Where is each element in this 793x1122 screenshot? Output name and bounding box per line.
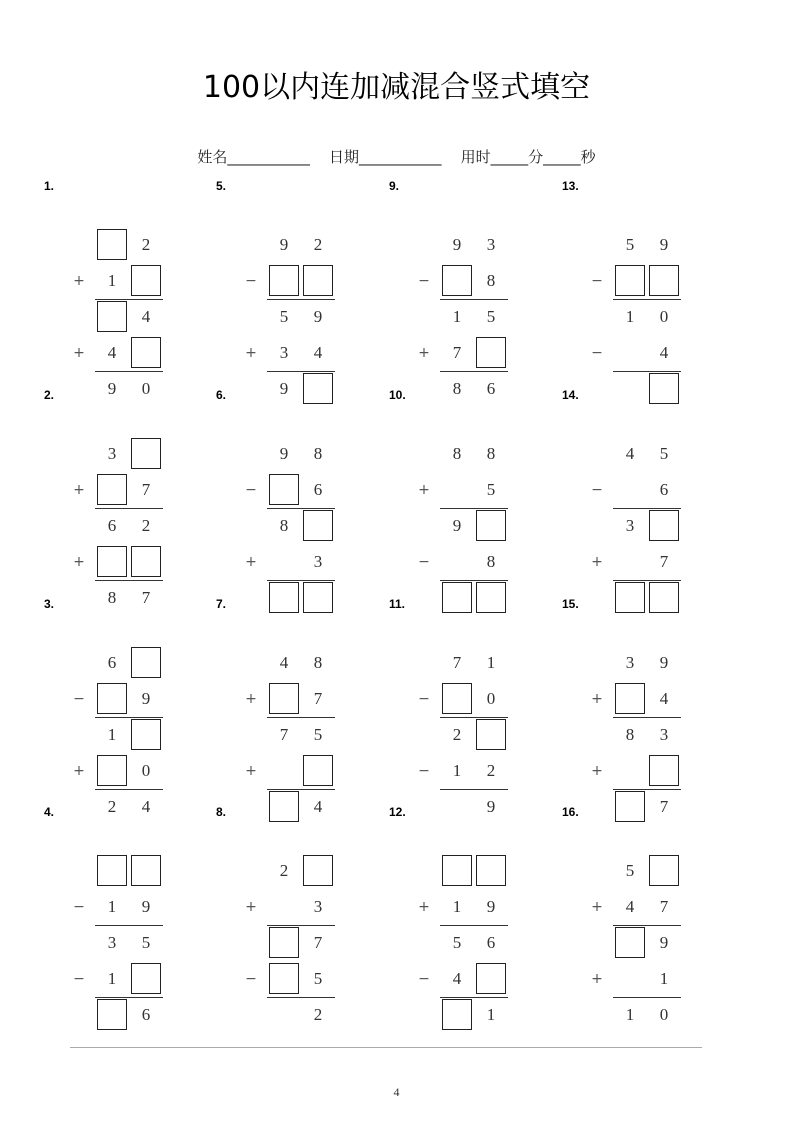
digit: 8 <box>452 444 462 463</box>
digit: 2 <box>141 516 151 535</box>
worksheet-title: 100以内连加减混合竖式填空 <box>202 70 591 105</box>
answer-box[interactable] <box>476 855 506 886</box>
sum-line <box>440 508 508 509</box>
problem-11 <box>389 597 562 816</box>
answer-box[interactable] <box>131 719 161 750</box>
problem-12 <box>389 805 562 1024</box>
problem-8 <box>216 805 389 1024</box>
digit: 3 <box>107 444 117 463</box>
sum-line <box>267 925 335 926</box>
operator-sign: + <box>591 763 603 779</box>
digit: 0 <box>659 307 669 326</box>
answer-box[interactable] <box>303 510 333 541</box>
digit: 5 <box>625 861 635 880</box>
answer-box[interactable] <box>442 855 472 886</box>
operator-sign: + <box>73 273 85 289</box>
digit: 7 <box>659 552 669 571</box>
sum-line <box>613 508 681 509</box>
operator-sign: − <box>591 345 603 361</box>
digit: 9 <box>107 379 117 398</box>
digit: 5 <box>141 933 151 952</box>
answer-box[interactable] <box>131 546 161 577</box>
problem-number: 10. <box>389 388 406 402</box>
digit: 1 <box>107 725 117 744</box>
sum-line <box>613 371 681 372</box>
operator-sign: + <box>418 345 430 361</box>
digit: 8 <box>279 516 289 535</box>
operator-sign: + <box>73 345 85 361</box>
problem-number: 2. <box>44 388 55 402</box>
answer-box[interactable] <box>131 647 161 678</box>
operator-sign: − <box>245 273 257 289</box>
answer-box[interactable] <box>442 999 472 1030</box>
operator-sign: − <box>418 763 430 779</box>
answer-box[interactable] <box>303 755 333 786</box>
operator-sign: − <box>418 273 430 289</box>
operator-sign: − <box>418 971 430 987</box>
problem-13 <box>562 179 735 390</box>
digit: 9 <box>486 797 496 816</box>
digit: 7 <box>452 653 462 672</box>
digit: 7 <box>659 797 669 816</box>
digit: 0 <box>141 761 151 780</box>
sum-line <box>613 299 681 300</box>
digit: 6 <box>486 379 496 398</box>
answer-box[interactable] <box>97 683 127 714</box>
sum-line <box>613 789 681 790</box>
problem-number: 15. <box>562 597 579 611</box>
digit: 8 <box>486 271 496 290</box>
answer-box[interactable] <box>615 683 645 714</box>
sum-line <box>95 299 163 300</box>
sum-line <box>613 717 681 718</box>
answer-box[interactable] <box>649 265 679 296</box>
problem-number: 5. <box>216 179 227 193</box>
answer-box[interactable] <box>303 855 333 886</box>
answer-box[interactable] <box>97 301 127 332</box>
sum-line <box>440 580 508 581</box>
answer-box[interactable] <box>97 546 127 577</box>
digit: 1 <box>107 897 117 916</box>
digit: 8 <box>452 379 462 398</box>
sum-line <box>613 997 681 998</box>
digit: 1 <box>107 969 117 988</box>
sum-line <box>95 580 163 581</box>
digit: 3 <box>313 552 323 571</box>
answer-box[interactable] <box>97 755 127 786</box>
digit: 1 <box>452 761 462 780</box>
sum-line <box>267 580 335 581</box>
operator-sign: + <box>591 899 603 915</box>
digit: 9 <box>141 897 151 916</box>
operator-sign: − <box>418 691 430 707</box>
problem-16 <box>562 805 735 1024</box>
problem-number: 13. <box>562 179 579 193</box>
sum-line <box>95 508 163 509</box>
digit: 3 <box>313 897 323 916</box>
digit: 2 <box>452 725 462 744</box>
sum-line <box>440 925 508 926</box>
digit: 1 <box>659 969 669 988</box>
sum-line <box>267 717 335 718</box>
digit: 1 <box>625 307 635 326</box>
operator-sign: − <box>73 691 85 707</box>
problem-6 <box>216 388 389 599</box>
digit: 7 <box>141 588 151 607</box>
sum-line <box>95 717 163 718</box>
operator-sign: − <box>245 482 257 498</box>
sum-line <box>95 371 163 372</box>
digit: 4 <box>313 797 323 816</box>
digit: 9 <box>659 235 669 254</box>
sum-line <box>267 997 335 998</box>
digit: 5 <box>313 969 323 988</box>
operator-sign: − <box>245 971 257 987</box>
sum-line <box>613 580 681 581</box>
problem-3 <box>44 597 217 816</box>
problem-10 <box>389 388 562 599</box>
digit: 6 <box>141 1005 151 1024</box>
digit: 1 <box>452 897 462 916</box>
operator-sign: + <box>591 691 603 707</box>
sum-line <box>440 997 508 998</box>
digit: 3 <box>107 933 117 952</box>
digit: 2 <box>107 797 117 816</box>
footer-divider <box>70 1047 702 1048</box>
digit: 9 <box>279 379 289 398</box>
digit: 8 <box>486 552 496 571</box>
digit: 6 <box>107 653 117 672</box>
sum-line <box>267 299 335 300</box>
sum-line <box>95 997 163 998</box>
problem-number: 3. <box>44 597 55 611</box>
answer-box[interactable] <box>269 963 299 994</box>
digit: 0 <box>659 1005 669 1024</box>
sum-line <box>440 299 508 300</box>
digit: 9 <box>279 235 289 254</box>
answer-box[interactable] <box>97 999 127 1030</box>
answer-box[interactable] <box>131 438 161 469</box>
sum-line <box>267 508 335 509</box>
answer-box[interactable] <box>131 337 161 368</box>
digit: 2 <box>313 1005 323 1024</box>
answer-box[interactable] <box>269 927 299 958</box>
digit: 1 <box>486 653 496 672</box>
problem-5 <box>216 179 389 398</box>
digit: 8 <box>486 444 496 463</box>
digit: 2 <box>486 761 496 780</box>
digit: 6 <box>313 480 323 499</box>
digit: 3 <box>625 653 635 672</box>
operator-sign: − <box>73 899 85 915</box>
answer-box[interactable] <box>97 855 127 886</box>
problem-4 <box>44 805 217 1024</box>
digit: 1 <box>486 1005 496 1024</box>
digit: 4 <box>625 444 635 463</box>
answer-box[interactable] <box>131 963 161 994</box>
problem-7 <box>216 597 389 816</box>
digit: 1 <box>452 307 462 326</box>
digit: 6 <box>486 933 496 952</box>
digit: 6 <box>659 480 669 499</box>
operator-sign: − <box>591 482 603 498</box>
operator-sign: + <box>245 899 257 915</box>
operator-sign: + <box>418 899 430 915</box>
operator-sign: + <box>245 554 257 570</box>
operator-sign: + <box>245 345 257 361</box>
digit: 3 <box>486 235 496 254</box>
digit: 3 <box>625 516 635 535</box>
answer-box[interactable] <box>269 265 299 296</box>
digit: 1 <box>107 271 117 290</box>
answer-box[interactable] <box>97 229 127 260</box>
digit: 0 <box>486 689 496 708</box>
operator-sign: + <box>418 482 430 498</box>
answer-box[interactable] <box>442 265 472 296</box>
digit: 8 <box>107 588 117 607</box>
answer-box[interactable] <box>303 265 333 296</box>
digit: 4 <box>452 969 462 988</box>
digit: 9 <box>659 653 669 672</box>
sum-line <box>613 925 681 926</box>
digit: 9 <box>313 307 323 326</box>
answer-box[interactable] <box>649 510 679 541</box>
student-info-line: 姓名___________ 日期___________ 用时_____分_____秒 <box>197 148 596 166</box>
digit: 3 <box>659 725 669 744</box>
answer-box[interactable] <box>131 265 161 296</box>
digit: 4 <box>313 343 323 362</box>
digit: 5 <box>452 933 462 952</box>
digit: 5 <box>279 307 289 326</box>
digit: 7 <box>313 689 323 708</box>
operator-sign: + <box>73 482 85 498</box>
digit: 2 <box>313 235 323 254</box>
operator-sign: − <box>73 971 85 987</box>
digit: 4 <box>141 797 151 816</box>
digit: 9 <box>279 444 289 463</box>
digit: 6 <box>107 516 117 535</box>
sum-line <box>440 717 508 718</box>
problem-2 <box>44 388 217 607</box>
digit: 4 <box>659 343 669 362</box>
sum-line <box>267 789 335 790</box>
digit: 5 <box>313 725 323 744</box>
operator-sign: + <box>591 554 603 570</box>
problem-number: 16. <box>562 805 579 819</box>
answer-box[interactable] <box>476 963 506 994</box>
problem-number: 4. <box>44 805 55 819</box>
operator-sign: + <box>73 554 85 570</box>
answer-box[interactable] <box>649 755 679 786</box>
answer-box[interactable] <box>615 265 645 296</box>
sum-line <box>95 789 163 790</box>
problem-number: 12. <box>389 805 406 819</box>
operator-sign: − <box>591 273 603 289</box>
problem-number: 14. <box>562 388 579 402</box>
digit: 4 <box>659 689 669 708</box>
answer-box[interactable] <box>615 927 645 958</box>
problem-number: 8. <box>216 805 227 819</box>
digit: 4 <box>279 653 289 672</box>
digit: 8 <box>313 653 323 672</box>
sum-line <box>440 371 508 372</box>
digit: 7 <box>279 725 289 744</box>
digit: 0 <box>141 379 151 398</box>
digit: 9 <box>452 235 462 254</box>
problem-1 <box>44 179 217 398</box>
answer-box[interactable] <box>97 474 127 505</box>
digit: 2 <box>141 235 151 254</box>
operator-sign: + <box>245 691 257 707</box>
digit: 7 <box>313 933 323 952</box>
digit: 8 <box>313 444 323 463</box>
digit: 4 <box>107 343 117 362</box>
problem-number: 1. <box>44 179 55 193</box>
answer-box[interactable] <box>131 855 161 886</box>
answer-box[interactable] <box>269 474 299 505</box>
operator-sign: + <box>245 763 257 779</box>
digit: 3 <box>279 343 289 362</box>
sum-line <box>267 371 335 372</box>
operator-sign: − <box>418 554 430 570</box>
problem-14 <box>562 388 735 599</box>
page-number: 4 <box>393 1085 400 1099</box>
digit: 9 <box>452 516 462 535</box>
digit: 5 <box>625 235 635 254</box>
digit: 4 <box>625 897 635 916</box>
digit: 5 <box>659 444 669 463</box>
digit: 5 <box>486 480 496 499</box>
problem-number: 11. <box>389 597 406 611</box>
operator-sign: + <box>73 763 85 779</box>
answer-box[interactable] <box>442 683 472 714</box>
answer-box[interactable] <box>269 683 299 714</box>
digit: 4 <box>141 307 151 326</box>
digit: 8 <box>625 725 635 744</box>
digit: 1 <box>625 1005 635 1024</box>
problem-number: 9. <box>389 179 400 193</box>
operator-sign: + <box>591 971 603 987</box>
digit: 9 <box>141 689 151 708</box>
answer-box[interactable] <box>476 337 506 368</box>
problem-number: 6. <box>216 388 227 402</box>
sum-line <box>95 925 163 926</box>
sum-line <box>440 789 508 790</box>
digit: 2 <box>279 861 289 880</box>
digit: 9 <box>659 933 669 952</box>
digit: 7 <box>452 343 462 362</box>
digit: 5 <box>486 307 496 326</box>
digit: 7 <box>659 897 669 916</box>
answer-box[interactable] <box>649 855 679 886</box>
answer-box[interactable] <box>476 719 506 750</box>
problem-number: 7. <box>216 597 227 611</box>
answer-box[interactable] <box>476 510 506 541</box>
digit: 9 <box>486 897 496 916</box>
digit: 7 <box>141 480 151 499</box>
